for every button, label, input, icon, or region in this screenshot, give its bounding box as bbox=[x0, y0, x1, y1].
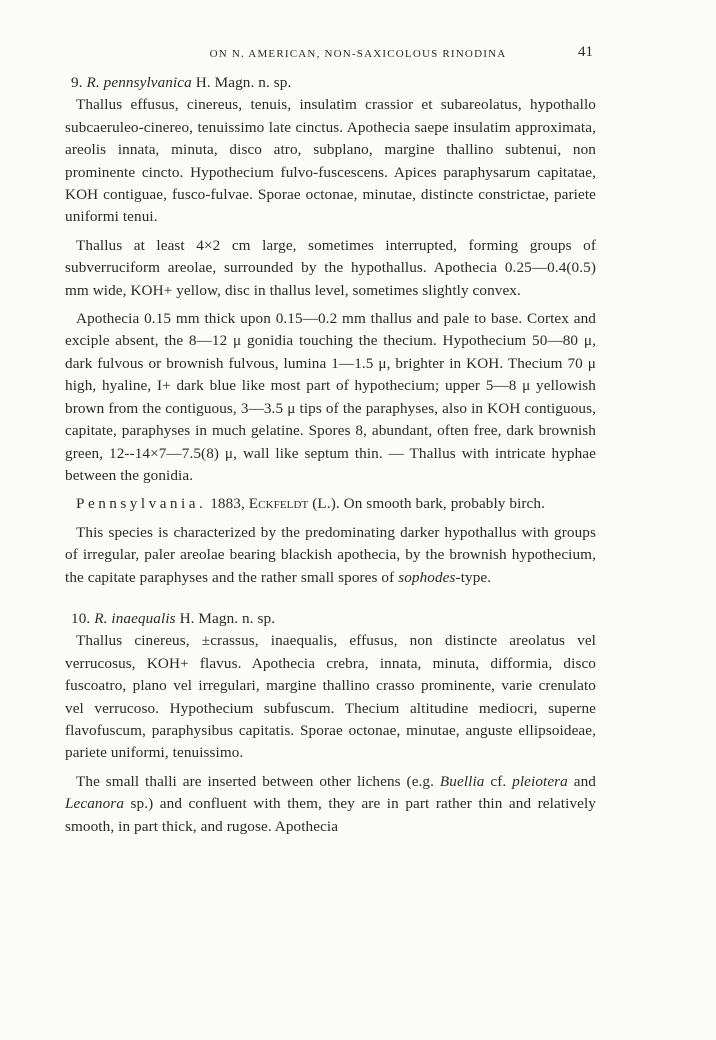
thallus-description bbox=[65, 771, 596, 838]
collector: Eckfeldt bbox=[248, 495, 309, 513]
species-name: R. pennsylvanica bbox=[86, 74, 192, 91]
specimen-year: 1883, bbox=[210, 495, 245, 513]
species-number: 10. bbox=[71, 609, 91, 627]
thallus-description: Thallus at least 4×2 cm large, sometimes interrupted, forming groups of subverruciform areolae, surrounded by the hypothallus. Apothecia 0.25—0.4(0.5) mm wide, KOH+ yellow, disc in thallus level, sometimes slightly convex. bbox=[65, 236, 596, 299]
apothecia-description: Apothecia 0.15 mm thick upon 0.15—0.2 mm thallus and pale to base. Cortex and exciple absent, the 8—12 μ gonidia touching the thecium. Hypothecium 50—80 μ, dark fulvous or brownish fulvous, lumina 1—1.5 μ, brighter in KOH. Thecium 70 μ high, hyaline, I+ dark blue like most part of hypothecium; upper 5—8 μ yellowish brown from the contiguous, 3—3.5 μ tips of the paraphyses, also in KOH contiguous, capitate, paraphyses in much gelatine. Spores 8, abundant, often free, dark brownish green, 12--14×7—7.5(8) μ, wall like septum thin. — Thallus with intricate hyphae between the gonidia. bbox=[65, 310, 596, 484]
description-text: sp.) and confluent with them, they are in part rather thin and relatively smooth, in part thick, and rugose. Apothecia bbox=[65, 795, 596, 835]
species-number: 9. bbox=[71, 74, 83, 91]
page-number: 41 bbox=[578, 44, 593, 60]
latin-diagnosis: Thallus cinereus, ±crassus, inaequalis, effusus, non distincte areolatus vel verrucosus, KOH+ flavus. Apothecia crebra, innata, minuta, difformia, disco fuscoatro, plano vel irregulari, margine thallino crasso prominente, varie crenulato vel verrucoso. Hypothecium subfuscum. Thecium altitudine mediocri, superne flavofuscum, paraphysibus capitatis. Sporae octonae, minutae, anguste ellipsoideae, pariete uniformi, tenuissimo. bbox=[65, 632, 596, 762]
species-authority: H. Magn. n. sp. bbox=[195, 74, 292, 91]
taxon-pleiotera: pleiotera bbox=[512, 772, 568, 790]
species-comparison bbox=[65, 522, 596, 589]
conjunction: and bbox=[573, 772, 596, 790]
description-text: The small thalli are inserted between other lichens (e.g. bbox=[76, 772, 435, 790]
specimen-note: (L.). On smooth bark, probably birch. bbox=[312, 495, 545, 513]
taxon-buellia: Buellia bbox=[439, 772, 485, 790]
species-name: R. inaequalis bbox=[94, 609, 176, 627]
comparison-taxon: sophodes bbox=[398, 568, 456, 586]
comparison-text: This species is characterized by the predominating darker hypothallus with groups of irregular, paler areolae bearing blackish apothecia, by the brownish hypothecium, the capitate paraphyses and the rather small spores of bbox=[65, 523, 596, 586]
species-authority: H. Magn. n. sp. bbox=[179, 609, 276, 627]
species-heading bbox=[65, 608, 596, 630]
taxon-lecanora: Lecanora bbox=[65, 795, 125, 813]
latin-diagnosis: Thallus effusus, cinereus, tenuis, insulatim crassior et subareolatus, hypothallo subcaeruleo-cinereo, tenuissimo late cinctus. Apothecia saepe insulatim approximata, areolis innata, minuta, disco atro, subplano, margine thallino subtenui, non prominente cincto. Hypothecium fulvo-fuscescens. Apices paraphysarum capitatae, KOH contiguae, fusco-fulvae. Sporae octonae, minutae, distincte constrictae, pariete uniformi tenui. bbox=[65, 96, 596, 226]
cf-abbrev: cf. bbox=[490, 772, 507, 790]
locality: Pennsylvania. bbox=[76, 495, 207, 513]
running-head: ON N. AMERICAN, NON-SAXICOLOUS RINODINA bbox=[209, 48, 507, 60]
page-body bbox=[65, 72, 596, 838]
species-heading bbox=[65, 72, 596, 94]
specimen-citation bbox=[65, 493, 596, 515]
comparison-suffix: -type. bbox=[455, 568, 492, 586]
